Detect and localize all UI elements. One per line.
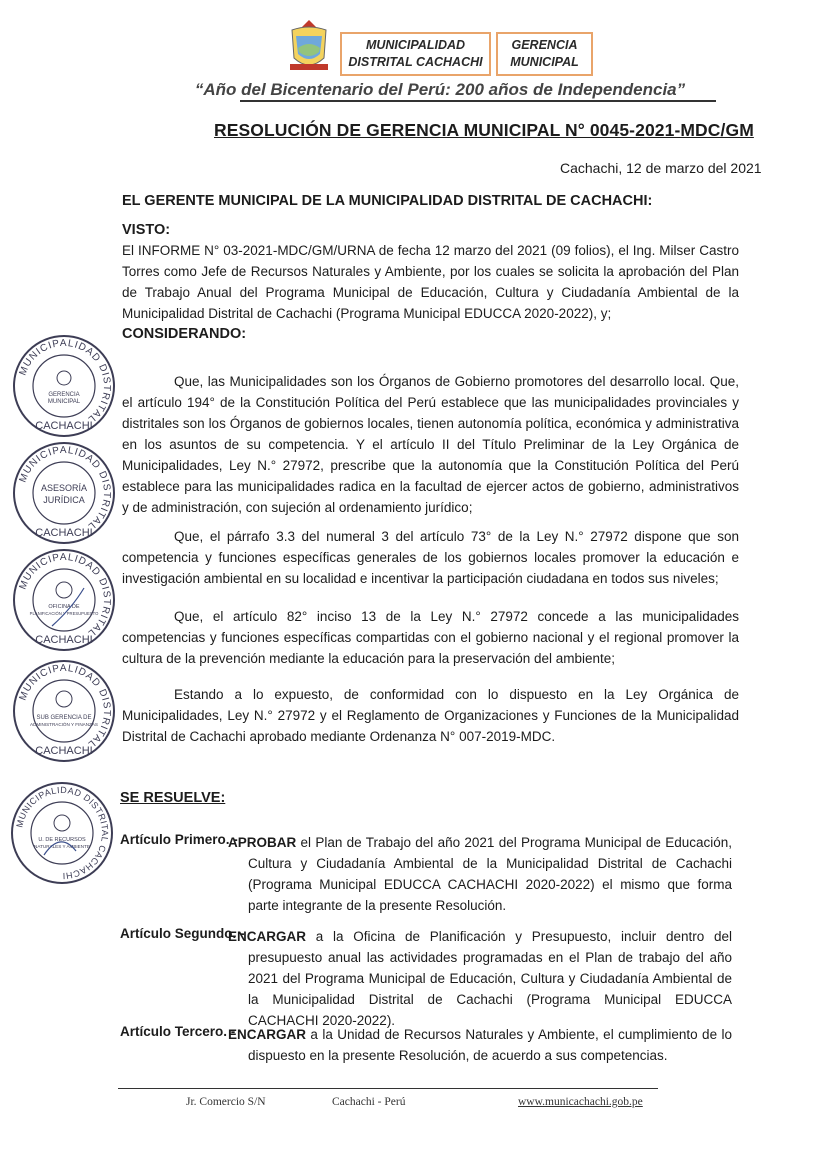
- article-1-verb: APROBAR: [228, 835, 297, 850]
- seal-5-ring-text: MUNICIPALIDAD DISTRITAL CACHACHI: [14, 784, 111, 882]
- seal-asesoria-juridica: [12, 441, 116, 545]
- svg-text:MUNICIPALIDAD DISTRITAL: [18, 338, 113, 425]
- municipal-crest-logo: [286, 18, 332, 76]
- seal-3-ring-text: MUNICIPALIDAD DISTRITAL: [17, 551, 113, 640]
- svg-text:MUNICIPALIDAD DISTRITAL: [18, 552, 113, 639]
- considerando-paragraph-3: Que, el artículo 82° inciso 13 de la Ley N.° 27972 concede a las municipalidades competencias y funciones específicas compartidas con el gobierno nacional y el regional promover la cultura de la prevención mediante la educación para la preservación del ambiente;: [122, 609, 739, 666]
- header-box-municipality: [340, 32, 491, 76]
- article-3-label: Artículo Tercero. -: [120, 1024, 236, 1039]
- seal-gerencia-municipal: [12, 334, 116, 438]
- considerando-paragraph-4: Estando a lo expuesto, de conformidad con lo dispuesto en la Ley Orgánica de Municipalidades, Ley N.° 27972 y el Reglamento de Organizaciones y Funciones de la Municipalidad Distrital de Cachachi aprobado mediante Ordenanza N° 007-2019-MDC.: [122, 687, 739, 744]
- article-2-text: [228, 926, 732, 1031]
- article-2-verb: ENCARGAR: [228, 929, 307, 944]
- visto-heading: VISTO:: [122, 222, 171, 238]
- seal-4-ring-text: MUNICIPALIDAD DISTRITAL: [17, 662, 113, 751]
- addressee: EL GERENTE MUNICIPAL DE LA MUNICIPALIDAD DISTRITAL DE CACHACHI:: [122, 193, 653, 209]
- resuelve-heading: SE RESUELVE:: [120, 790, 226, 806]
- seal-2-center-line2: JURÍDICA: [43, 495, 85, 505]
- seal-1-ring-text: MUNICIPALIDAD DISTRITAL: [17, 337, 113, 426]
- considerando-paragraph-1: Que, las Municipalidades son los Órganos de Gobierno promotores del desarrollo local. Que, el artículo 194° de la Constitución Política del Perú establece que las municipalidades provinciales y distritales son los Órganos de gobiernos locales, tienen autonomía política, económica y administrativa en los asuntos de su competencia. Y el artículo II del Título Preliminar de la Ley Orgánica de Municipalidades, Ley N.° 27972, prescribe que la autonomía que la Constitución Política del Perú establece para las municipalidades radica en la facultad de ejercer actos de gobierno, administrativos y de administración, con sujeción al ordenamiento jurídico;: [122, 374, 739, 515]
- article-1-label: Artículo Primero. -: [120, 832, 238, 847]
- article-3-text: [228, 1024, 732, 1066]
- header-box1-line1: MUNICIPALIDAD: [365, 38, 466, 52]
- article-3-verb: ENCARGAR: [228, 1027, 307, 1042]
- seal-1-bottom-text: CACHACHI: [35, 420, 93, 432]
- seal-3-bottom-text: CACHACHI: [35, 634, 93, 646]
- footer-website[interactable]: www.municachachi.gob.pe: [518, 1096, 643, 1108]
- visto-text: El INFORME N° 03-2021-MDC/GM/URNA de fecha 12 marzo del 2021 (09 folios), el Ing. Milser Castro Torres como Jefe de Recursos Naturales y Ambiente, por los cuales se solicita la aprobación del Plan de Trabajo Anual del Programa Municipal de Educación, Cultura y Ciudadanía Ambiental de la Municipalidad Distrital de Cachachi (Programa Municipal EDUCCA 2020-2022), y;: [122, 243, 739, 321]
- header-divider: [240, 100, 716, 102]
- seal-3-center-line2: PLANIFICACIÓN Y PRESUPUESTO: [29, 611, 99, 616]
- seal-2-bottom-text: CACHACHI: [35, 527, 93, 539]
- seal-1-center-line2: MUNICIPAL: [47, 399, 81, 405]
- document-date: Cachachi, 12 de marzo del 2021: [560, 160, 762, 176]
- document-title: RESOLUCIÓN DE GERENCIA MUNICIPAL N° 0045-2021-MDC/GM: [214, 120, 754, 140]
- footer-divider: [118, 1088, 658, 1089]
- footer-city: Cachachi - Perú: [332, 1096, 406, 1108]
- article-2-body: a la Oficina de Planificación y Presupuesto, incluir dentro del presupuesto anual las actividades programadas en el Plan de trabajo del año 2021 del Programa Municipal de Educación, Cultura y Ciudadanía Ambiental de la Municipalidad Distrital de Cachachi (Programa Municipal EDUCCA CACHACHI 2020-2022).: [248, 929, 732, 1028]
- seal-4-center-line2: ADMINISTRACIÓN Y FINANZAS: [30, 722, 98, 727]
- header-box-office: [496, 32, 593, 76]
- seal-1-center-line1: GERENCIA: [48, 392, 80, 398]
- seal-4-center-line1: SUB GERENCIA DE: [36, 715, 92, 721]
- seal-5-center-line2: NATURALES Y AMBIENTE: [34, 844, 90, 849]
- seal-planificacion-presupuesto: [12, 548, 116, 652]
- seal-2-center-line1: ASESORÍA: [40, 483, 88, 493]
- seal-5-center-line1: U. DE RECURSOS: [38, 837, 86, 843]
- svg-text:MUNICIPALIDAD DISTRITAL CACHAC: [14, 785, 110, 881]
- seal-4-bottom-text: CACHACHI: [35, 745, 93, 757]
- seal-recursos-naturales: [10, 781, 114, 885]
- seal-administracion-finanzas: [12, 659, 116, 763]
- article-2-label: Artículo Segundo. -: [120, 926, 245, 941]
- article-1-body: el Plan de Trabajo del año 2021 del Programa Municipal de Educación, Cultura y Ciudadanía Ambiental de la Municipalidad Distrital de Cachachi (Programa Municipal EDUCCA CACHACHI 2020-2022) el mismo que forma parte integrante de la presente Resolución.: [248, 835, 732, 913]
- seal-2-ring-text: MUNICIPALIDAD DISTRITAL: [17, 444, 113, 533]
- considerando-paragraph-2: Que, el párrafo 3.3 del numeral 3 del artículo 73° de la Ley N.° 27972 dispone que son competencia y funciones específicas generales de los gobiernos locales promover la educación e investigación ambiental en su localidad e incentivar la participación ciudadana en todos sus niveles;: [122, 529, 739, 586]
- footer-address: Jr. Comercio S/N: [186, 1096, 266, 1108]
- header-box1-line2: DISTRITAL CACHACHI: [348, 55, 483, 69]
- considerando-heading: CONSIDERANDO:: [122, 326, 247, 342]
- header-box2-line1: GERENCIA: [511, 38, 578, 52]
- header-box2-line2: MUNICIPAL: [510, 55, 579, 69]
- seal-3-center-line1: OFICINA DE: [48, 604, 80, 610]
- article-3-body: a la Unidad de Recursos Naturales y Ambiente, el cumplimiento de lo dispuesto en la presente Resolución, de acuerdo a sus competencias.: [248, 1027, 732, 1063]
- article-1-text: [228, 832, 732, 916]
- year-motto: “Año del Bicentenario del Perú: 200 años de Independencia”: [194, 80, 686, 99]
